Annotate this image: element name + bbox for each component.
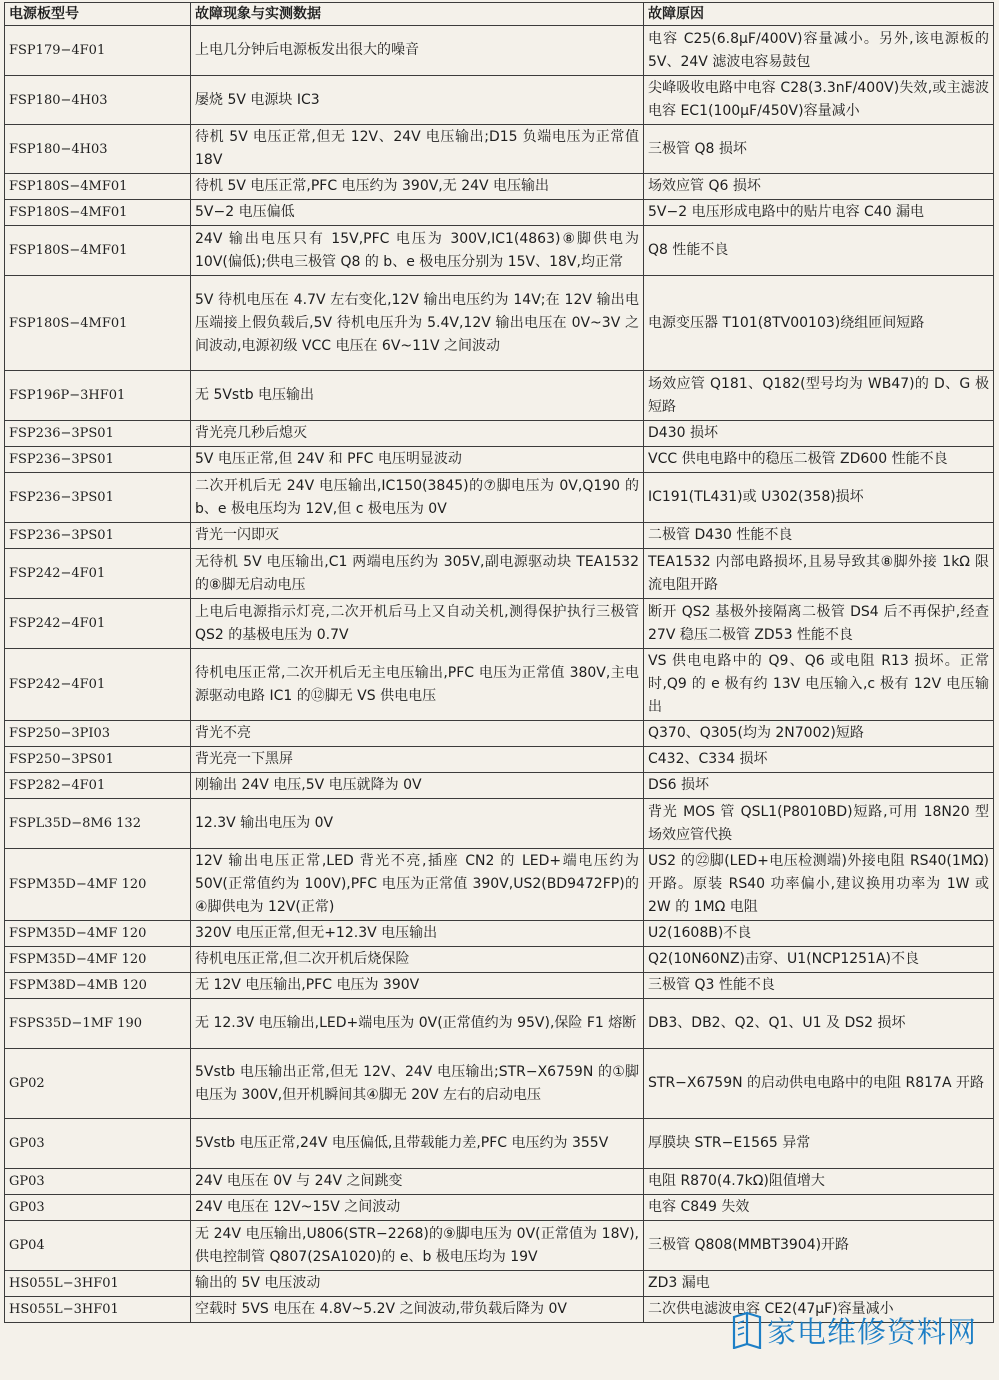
table-row bbox=[5, 649, 994, 721]
fault-table bbox=[4, 2, 994, 1323]
symptom-cell: 无 5Vstb 电压输出 bbox=[191, 371, 644, 421]
table-row bbox=[5, 921, 994, 947]
header-symptom: 故障现象与实测数据 bbox=[191, 3, 644, 26]
cause-cell: C432、C334 损坏 bbox=[644, 747, 994, 773]
model-cell: GP03 bbox=[5, 1119, 191, 1169]
table-row bbox=[5, 76, 994, 125]
symptom-cell: 320V 电压正常,但无+12.3V 电压输出 bbox=[191, 921, 644, 947]
symptom-cell: 5Vstb 电压输出正常,但无 12V、24V 电压输出;STR−X6759N 的①脚电压为 300V,但开机瞬间其④脚无 20V 左右的启动电压 bbox=[191, 1049, 644, 1119]
book-logo-icon bbox=[731, 1311, 763, 1349]
table-row bbox=[5, 799, 994, 849]
model-cell: FSP242−4F01 bbox=[5, 649, 191, 721]
cause-cell: 电阻 R870(4.7kΩ)阻值增大 bbox=[644, 1169, 994, 1195]
cause-cell: 电源变压器 T101(8TV00103)绕组匝间短路 bbox=[644, 276, 994, 371]
table-row bbox=[5, 226, 994, 276]
cause-cell: 三极管 Q808(MMBT3904)开路 bbox=[644, 1221, 994, 1271]
table-row bbox=[5, 947, 994, 973]
cause-cell: 场效应管 Q181、Q182(型号均为 WB47)的 D、G 极短路 bbox=[644, 371, 994, 421]
table-row bbox=[5, 421, 994, 447]
cause-cell: Q2(10N60NZ)击穿、U1(NCP1251A)不良 bbox=[644, 947, 994, 973]
model-cell: FSP236−3PS01 bbox=[5, 421, 191, 447]
table-row bbox=[5, 473, 994, 523]
cause-cell: 二次供电滤波电容 CE2(47μF)容量减小 bbox=[644, 1297, 994, 1323]
table-row bbox=[5, 599, 994, 649]
table-row bbox=[5, 276, 994, 371]
symptom-cell: 5V 电压正常,但 24V 和 PFC 电压明显波动 bbox=[191, 447, 644, 473]
cause-cell: Q8 性能不良 bbox=[644, 226, 994, 276]
cause-cell: DB3、DB2、Q2、Q1、U1 及 DS2 损坏 bbox=[644, 999, 994, 1049]
symptom-cell: 输出的 5V 电压波动 bbox=[191, 1271, 644, 1297]
model-cell: FSP250−3PI03 bbox=[5, 721, 191, 747]
cause-cell: Q370、Q305(均为 2N7002)短路 bbox=[644, 721, 994, 747]
model-cell: HS055L−3HF01 bbox=[5, 1297, 191, 1323]
table-row bbox=[5, 973, 994, 999]
table-row bbox=[5, 549, 994, 599]
symptom-cell: 待机 5V 电压正常,PFC 电压约为 390V,无 24V 电压输出 bbox=[191, 174, 644, 200]
symptom-cell: 背光亮一下黑屏 bbox=[191, 747, 644, 773]
symptom-cell: 12V 输出电压正常,LED 背光不亮,插座 CN2 的 LED+端电压约为 50V(正常值约为 100V),PFC 电压为正常值 390V,US2(BD9472FP)的④脚供电为 12V(正常) bbox=[191, 849, 644, 921]
cause-cell: 二极管 D430 性能不良 bbox=[644, 523, 994, 549]
symptom-cell: 上电几分钟后电源板发出很大的噪音 bbox=[191, 26, 644, 76]
symptom-cell: 无 12V 电压输出,PFC 电压为 390V bbox=[191, 973, 644, 999]
table-row bbox=[5, 1049, 994, 1119]
model-cell: FSPM38D−4MB 120 bbox=[5, 973, 191, 999]
table-row bbox=[5, 200, 994, 226]
model-cell: FSP242−4F01 bbox=[5, 549, 191, 599]
cause-cell: 电容 C25(6.8μF/400V)容量减小。另外,该电源板的 5V、24V 滤波电容易鼓包 bbox=[644, 26, 994, 76]
symptom-cell: 5V−2 电压偏低 bbox=[191, 200, 644, 226]
model-cell: FSP180S−4MF01 bbox=[5, 200, 191, 226]
table-row bbox=[5, 1119, 994, 1169]
symptom-cell: 5V 待机电压在 4.7V 左右变化,12V 输出电压约为 14V;在 12V 输出电压端接上假负载后,5V 待机电压升为 5.4V,12V 输出电压在 0V~3V 之间波动,电源初级 VCC 电压在 6V~11V 之间波动 bbox=[191, 276, 644, 371]
cause-cell: VCC 供电电路中的稳压二极管 ZD600 性能不良 bbox=[644, 447, 994, 473]
cause-cell: VS 供电电路中的 Q9、Q6 或电阻 R13 损坏。正常时,Q9 的 e 极有约 13V 电压输入,c 极有 12V 电压输出 bbox=[644, 649, 994, 721]
model-cell: FSP180−4H03 bbox=[5, 125, 191, 174]
table-row bbox=[5, 999, 994, 1049]
cause-cell: 电容 C849 失效 bbox=[644, 1195, 994, 1221]
table-row bbox=[5, 1169, 994, 1195]
symptom-cell: 5Vstb 电压正常,24V 电压偏低,且带载能力差,PFC 电压约为 355V bbox=[191, 1119, 644, 1169]
table-row bbox=[5, 371, 994, 421]
model-cell: FSP250−3PS01 bbox=[5, 747, 191, 773]
model-cell: FSP196P−3HF01 bbox=[5, 371, 191, 421]
symptom-cell: 24V 输出电压只有 15V,PFC 电压为 300V,IC1(4863)⑧脚供电为 10V(偏低);供电三极管 Q8 的 b、e 极电压分别为 15V、18V,均正常 bbox=[191, 226, 644, 276]
table-row bbox=[5, 523, 994, 549]
watermark-text: 家电维修资料网 bbox=[767, 1314, 978, 1349]
model-cell: HS055L−3HF01 bbox=[5, 1271, 191, 1297]
symptom-cell: 二次开机后无 24V 电压输出,IC150(3845)的⑦脚电压为 0V,Q190 的 b、e 极电压均为 12V,但 c 极电压为 0V bbox=[191, 473, 644, 523]
model-cell: FSP236−3PS01 bbox=[5, 447, 191, 473]
cause-cell: 三极管 Q8 损坏 bbox=[644, 125, 994, 174]
model-cell: FSP180S−4MF01 bbox=[5, 174, 191, 200]
cause-cell: 断开 QS2 基极外接隔离二极管 DS4 后不再保护,经查 27V 稳压二极管 ZD53 性能不良 bbox=[644, 599, 994, 649]
table-row bbox=[5, 721, 994, 747]
cause-cell: 尖峰吸收电路中电容 C28(3.3nF/400V)失效,或主滤波电容 EC1(100μF/450V)容量减小 bbox=[644, 76, 994, 125]
model-cell: FSP236−3PS01 bbox=[5, 523, 191, 549]
model-cell: FSPM35D−4MF 120 bbox=[5, 947, 191, 973]
model-cell: GP02 bbox=[5, 1049, 191, 1119]
cause-cell: IC191(TL431)或 U302(358)损坏 bbox=[644, 473, 994, 523]
symptom-cell: 刚输出 24V 电压,5V 电压就降为 0V bbox=[191, 773, 644, 799]
symptom-cell: 背光亮几秒后熄灭 bbox=[191, 421, 644, 447]
cause-cell: STR−X6759N 的启动供电电路中的电阻 R817A 开路 bbox=[644, 1049, 994, 1119]
cause-cell: D430 损坏 bbox=[644, 421, 994, 447]
table-row bbox=[5, 447, 994, 473]
symptom-cell: 待机 5V 电压正常,但无 12V、24V 电压输出;D15 负端电压为正常值 18V bbox=[191, 125, 644, 174]
model-cell: FSP180−4H03 bbox=[5, 76, 191, 125]
cause-cell: US2 的㉒脚(LED+电压检测端)外接电阻 RS40(1MΩ)开路。原装 RS40 功率偏小,建议换用功率为 1W 或 2W 的 1MΩ 电阻 bbox=[644, 849, 994, 921]
cause-cell: ZD3 漏电 bbox=[644, 1271, 994, 1297]
symptom-cell: 上电后电源指示灯亮,二次开机后马上又自动关机,测得保护执行三极管 QS2 的基极电压为 0.7V bbox=[191, 599, 644, 649]
table-body bbox=[5, 26, 994, 1323]
cause-cell: 5V−2 电压形成电路中的贴片电容 C40 漏电 bbox=[644, 200, 994, 226]
symptom-cell: 24V 电压在 12V~15V 之间波动 bbox=[191, 1195, 644, 1221]
table-row bbox=[5, 849, 994, 921]
cause-cell: U2(1608B)不良 bbox=[644, 921, 994, 947]
table-row bbox=[5, 174, 994, 200]
cause-cell: 厚膜块 STR−E1565 异常 bbox=[644, 1119, 994, 1169]
symptom-cell: 12.3V 输出电压为 0V bbox=[191, 799, 644, 849]
site-watermark bbox=[731, 1308, 993, 1352]
table-row bbox=[5, 1221, 994, 1271]
symptom-cell: 屡烧 5V 电源块 IC3 bbox=[191, 76, 644, 125]
table-row bbox=[5, 1195, 994, 1221]
symptom-cell: 待机电压正常,二次开机后无主电压输出,PFC 电压为正常值 380V,主电源驱动电路 IC1 的⑫脚无 VS 供电电压 bbox=[191, 649, 644, 721]
symptom-cell: 待机电压正常,但二次开机后烧保险 bbox=[191, 947, 644, 973]
cause-cell: 背光 MOS 管 QSL1(P8010BD)短路,可用 18N20 型场效应管代换 bbox=[644, 799, 994, 849]
model-cell: FSP282−4F01 bbox=[5, 773, 191, 799]
symptom-cell: 24V 电压在 0V 与 24V 之间跳变 bbox=[191, 1169, 644, 1195]
model-cell: FSP242−4F01 bbox=[5, 599, 191, 649]
symptom-cell: 无 24V 电压输出,U806(STR−2268)的⑨脚电压为 0V(正常值为 18V),供电控制管 Q807(2SA1020)的 e、b 极电压均为 19V bbox=[191, 1221, 644, 1271]
symptom-cell: 无 12.3V 电压输出,LED+端电压为 0V(正常值约为 95V),保险 F1 熔断 bbox=[191, 999, 644, 1049]
symptom-cell: 背光一闪即灭 bbox=[191, 523, 644, 549]
model-cell: FSPS35D−1MF 190 bbox=[5, 999, 191, 1049]
header-row bbox=[5, 3, 994, 26]
table-row bbox=[5, 747, 994, 773]
cause-cell: 三极管 Q3 性能不良 bbox=[644, 973, 994, 999]
model-cell: FSPM35D−4MF 120 bbox=[5, 849, 191, 921]
table-row bbox=[5, 1271, 994, 1297]
cause-cell: TEA1532 内部电路损坏,且易导致其⑧脚外接 1kΩ 限流电阻开路 bbox=[644, 549, 994, 599]
header-model: 电源板型号 bbox=[5, 3, 191, 26]
model-cell: FSP180S−4MF01 bbox=[5, 226, 191, 276]
cause-cell: 场效应管 Q6 损坏 bbox=[644, 174, 994, 200]
table-row bbox=[5, 773, 994, 799]
model-cell: FSPL35D−8M6 132 bbox=[5, 799, 191, 849]
model-cell: FSP179−4F01 bbox=[5, 26, 191, 76]
symptom-cell: 空载时 5VS 电压在 4.8V~5.2V 之间波动,带负载后降为 0V bbox=[191, 1297, 644, 1323]
model-cell: GP03 bbox=[5, 1195, 191, 1221]
table-row bbox=[5, 125, 994, 174]
symptom-cell: 背光不亮 bbox=[191, 721, 644, 747]
model-cell: FSP236−3PS01 bbox=[5, 473, 191, 523]
table-row bbox=[5, 26, 994, 76]
model-cell: FSP180S−4MF01 bbox=[5, 276, 191, 371]
cause-cell: DS6 损坏 bbox=[644, 773, 994, 799]
model-cell: FSPM35D−4MF 120 bbox=[5, 921, 191, 947]
model-cell: GP03 bbox=[5, 1169, 191, 1195]
header-cause: 故障原因 bbox=[644, 3, 994, 26]
symptom-cell: 无待机 5V 电压输出,C1 两端电压约为 305V,副电源驱动块 TEA1532 的⑧脚无启动电压 bbox=[191, 549, 644, 599]
model-cell: GP04 bbox=[5, 1221, 191, 1271]
